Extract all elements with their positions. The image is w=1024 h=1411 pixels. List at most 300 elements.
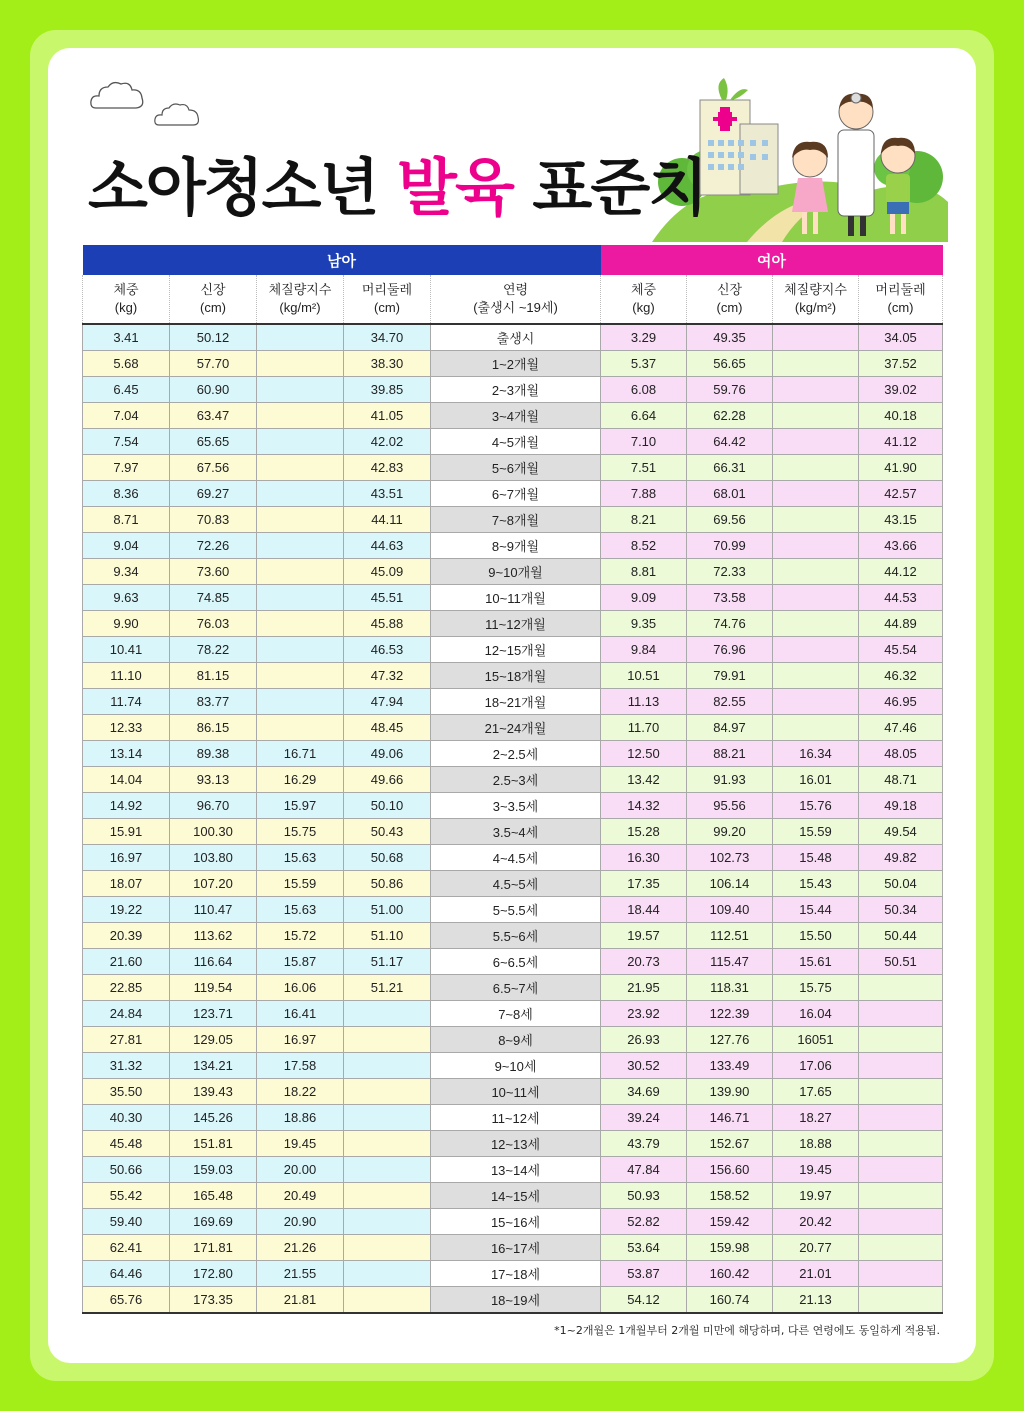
boy-head-cell: 47.32	[344, 663, 431, 689]
boy-head-cell	[344, 1053, 431, 1079]
girl-bmi-cell: 16051	[773, 1027, 859, 1053]
girl-height-cell: 62.28	[687, 403, 773, 429]
girl-weight-cell: 53.64	[601, 1235, 687, 1261]
boy-bmi-cell: 21.55	[257, 1261, 344, 1287]
boy-height-cell: 123.71	[170, 1001, 257, 1027]
girl-bmi-cell	[773, 689, 859, 715]
boy-bmi-cell	[257, 403, 344, 429]
table-row	[83, 559, 943, 585]
boy-height-cell: 73.60	[170, 559, 257, 585]
girl-height-cell: 159.98	[687, 1235, 773, 1261]
girl-height-cell: 64.42	[687, 429, 773, 455]
boy-head-cell	[344, 1287, 431, 1314]
table-row	[83, 481, 943, 507]
boy-weight-cell: 9.34	[83, 559, 170, 585]
boy-weight-cell: 13.14	[83, 741, 170, 767]
girl-weight-cell: 19.57	[601, 923, 687, 949]
boy-height-cell: 119.54	[170, 975, 257, 1001]
boy-height-cell: 78.22	[170, 637, 257, 663]
header-unit: (cm)	[887, 300, 914, 315]
boy-height-cell: 171.81	[170, 1235, 257, 1261]
girl-head-cell: 48.05	[859, 741, 943, 767]
title-suffix: 표준치	[512, 151, 707, 224]
boy-bmi-cell	[257, 324, 344, 351]
boy-weight-cell: 59.40	[83, 1209, 170, 1235]
boy-weight-cell: 7.97	[83, 455, 170, 481]
boy-height-cell: 86.15	[170, 715, 257, 741]
boy-bmi-cell: 15.87	[257, 949, 344, 975]
boy-height-cell: 83.77	[170, 689, 257, 715]
age-cell: 6~7개월	[431, 481, 601, 507]
girl-height-cell: 127.76	[687, 1027, 773, 1053]
boy-bmi-cell: 15.72	[257, 923, 344, 949]
girl-weight-cell: 7.10	[601, 429, 687, 455]
girl-weight-cell: 11.13	[601, 689, 687, 715]
girl-height-cell: 160.74	[687, 1287, 773, 1314]
boy-bmi-cell	[257, 507, 344, 533]
girl-group-header: 여아	[601, 245, 943, 275]
girl-head-cell: 50.04	[859, 871, 943, 897]
header-unit: (cm)	[200, 300, 226, 315]
boy-height-cell: 107.20	[170, 871, 257, 897]
boy-bmi-cell	[257, 455, 344, 481]
girl-height-cell: 139.90	[687, 1079, 773, 1105]
boy-height-cell: 76.03	[170, 611, 257, 637]
boy-bmi-cell: 16.41	[257, 1001, 344, 1027]
girl-weight-cell: 17.35	[601, 871, 687, 897]
boy-weight-cell: 6.45	[83, 377, 170, 403]
boy-head-cell: 51.21	[344, 975, 431, 1001]
boy-height-cell: 93.13	[170, 767, 257, 793]
header-unit: (kg/m²)	[279, 300, 321, 315]
table-row	[83, 637, 943, 663]
boy-head-cell: 42.83	[344, 455, 431, 481]
boy-weight-cell: 18.07	[83, 871, 170, 897]
boy-bmi-cell: 20.90	[257, 1209, 344, 1235]
girl-head-cell: 49.18	[859, 793, 943, 819]
boy-weight-cell: 9.04	[83, 533, 170, 559]
girl-bmi-cell	[773, 585, 859, 611]
col-header-boy-head	[344, 275, 431, 324]
table-row	[83, 507, 943, 533]
boy-weight-cell: 35.50	[83, 1079, 170, 1105]
col-header-age	[431, 275, 601, 324]
boy-height-cell: 65.65	[170, 429, 257, 455]
girl-weight-cell: 11.70	[601, 715, 687, 741]
boy-bmi-cell: 21.26	[257, 1235, 344, 1261]
table-row	[83, 793, 943, 819]
column-header-row	[83, 275, 943, 324]
boy-weight-cell: 11.10	[83, 663, 170, 689]
boy-bmi-cell: 18.22	[257, 1079, 344, 1105]
girl-height-cell: 76.96	[687, 637, 773, 663]
girl-weight-cell: 47.84	[601, 1157, 687, 1183]
age-cell: 8~9개월	[431, 533, 601, 559]
boy-weight-cell: 62.41	[83, 1235, 170, 1261]
boy-bmi-cell	[257, 559, 344, 585]
girl-head-cell: 34.05	[859, 324, 943, 351]
girl-head-cell	[859, 1079, 943, 1105]
girl-bmi-cell	[773, 351, 859, 377]
boy-bmi-cell	[257, 689, 344, 715]
boy-bmi-cell: 21.81	[257, 1287, 344, 1314]
boy-head-cell: 42.02	[344, 429, 431, 455]
age-cell: 16~17세	[431, 1235, 601, 1261]
girl-head-cell	[859, 1235, 943, 1261]
girl-height-cell: 73.58	[687, 585, 773, 611]
age-cell: 1~2개월	[431, 351, 601, 377]
table-row	[83, 403, 943, 429]
girl-height-cell: 160.42	[687, 1261, 773, 1287]
girl-weight-cell: 23.92	[601, 1001, 687, 1027]
boy-head-cell: 50.86	[344, 871, 431, 897]
girl-weight-cell: 54.12	[601, 1287, 687, 1314]
girl-weight-cell: 6.08	[601, 377, 687, 403]
cloud-illustration	[153, 100, 201, 130]
boy-bmi-cell	[257, 637, 344, 663]
girl-bmi-cell: 15.50	[773, 923, 859, 949]
girl-height-cell: 68.01	[687, 481, 773, 507]
girl-bmi-cell: 20.77	[773, 1235, 859, 1261]
boy-head-cell	[344, 1183, 431, 1209]
age-cell: 7~8세	[431, 1001, 601, 1027]
boy-height-cell: 60.90	[170, 377, 257, 403]
girl-head-cell: 50.34	[859, 897, 943, 923]
col-header-girl-weight	[601, 275, 687, 324]
boy-bmi-cell	[257, 585, 344, 611]
boy-height-cell: 173.35	[170, 1287, 257, 1314]
table-row	[83, 1053, 943, 1079]
girl-head-cell	[859, 1027, 943, 1053]
boy-height-cell: 96.70	[170, 793, 257, 819]
age-cell: 8~9세	[431, 1027, 601, 1053]
table-row	[83, 689, 943, 715]
boy-head-cell	[344, 1209, 431, 1235]
boy-height-cell: 172.80	[170, 1261, 257, 1287]
table-row	[83, 1079, 943, 1105]
header-label: 체중	[113, 282, 139, 297]
header-unit: (cm)	[374, 300, 400, 315]
girl-head-cell	[859, 1105, 943, 1131]
girl-bmi-cell: 18.27	[773, 1105, 859, 1131]
boy-weight-cell: 8.71	[83, 507, 170, 533]
age-cell: 12~15개월	[431, 637, 601, 663]
girl-bmi-cell	[773, 481, 859, 507]
boy-weight-cell: 7.54	[83, 429, 170, 455]
girl-bmi-cell: 15.76	[773, 793, 859, 819]
header-label: 체질량지수	[784, 282, 847, 297]
girl-height-cell: 102.73	[687, 845, 773, 871]
table-row	[83, 663, 943, 689]
table-row	[83, 429, 943, 455]
girl-weight-cell: 30.52	[601, 1053, 687, 1079]
boy-weight-cell: 9.90	[83, 611, 170, 637]
girl-height-cell: 133.49	[687, 1053, 773, 1079]
girl-weight-cell: 26.93	[601, 1027, 687, 1053]
table-row	[83, 1209, 943, 1235]
girl-head-cell: 46.95	[859, 689, 943, 715]
boy-head-cell: 46.53	[344, 637, 431, 663]
girl-weight-cell: 14.32	[601, 793, 687, 819]
girl-bmi-cell	[773, 663, 859, 689]
boy-weight-cell: 5.68	[83, 351, 170, 377]
boy-bmi-cell	[257, 533, 344, 559]
boy-height-cell: 103.80	[170, 845, 257, 871]
boy-height-cell: 116.64	[170, 949, 257, 975]
girl-height-cell: 118.31	[687, 975, 773, 1001]
boy-weight-cell: 14.04	[83, 767, 170, 793]
girl-bmi-cell	[773, 715, 859, 741]
girl-bmi-cell	[773, 377, 859, 403]
boy-height-cell: 169.69	[170, 1209, 257, 1235]
girl-bmi-cell: 15.43	[773, 871, 859, 897]
girl-head-cell	[859, 1053, 943, 1079]
girl-height-cell: 95.56	[687, 793, 773, 819]
age-cell: 18~21개월	[431, 689, 601, 715]
age-cell: 11~12세	[431, 1105, 601, 1131]
boy-weight-cell: 3.41	[83, 324, 170, 351]
boy-height-cell: 113.62	[170, 923, 257, 949]
table-row	[83, 351, 943, 377]
age-cell: 10~11개월	[431, 585, 601, 611]
girl-bmi-cell	[773, 403, 859, 429]
age-cell: 4~5개월	[431, 429, 601, 455]
girl-height-cell: 159.42	[687, 1209, 773, 1235]
age-cell: 18~19세	[431, 1287, 601, 1314]
table-body	[83, 324, 943, 1313]
girl-height-cell: 82.55	[687, 689, 773, 715]
title-prefix: 소아청소년	[88, 151, 398, 224]
header-label: 신장	[200, 282, 226, 297]
boy-weight-cell: 21.60	[83, 949, 170, 975]
header-label: 체중	[630, 282, 657, 297]
girl-weight-cell: 3.29	[601, 324, 687, 351]
table-row	[83, 1235, 943, 1261]
boy-bmi-cell: 16.97	[257, 1027, 344, 1053]
girl-height-cell: 88.21	[687, 741, 773, 767]
table-row	[83, 377, 943, 403]
girl-head-cell: 44.89	[859, 611, 943, 637]
boy-weight-cell: 24.84	[83, 1001, 170, 1027]
boy-height-cell: 69.27	[170, 481, 257, 507]
boy-bmi-cell: 17.58	[257, 1053, 344, 1079]
boy-head-cell	[344, 1131, 431, 1157]
table-row	[83, 1027, 943, 1053]
girl-bmi-cell: 19.97	[773, 1183, 859, 1209]
growth-standards-table	[82, 245, 943, 1314]
table-row	[83, 767, 943, 793]
col-header-girl-height	[687, 275, 773, 324]
boy-head-cell	[344, 1261, 431, 1287]
table-row	[83, 1261, 943, 1287]
age-cell: 17~18세	[431, 1261, 601, 1287]
girl-weight-cell: 8.21	[601, 507, 687, 533]
header-unit: (kg)	[632, 300, 655, 315]
girl-bmi-cell: 17.06	[773, 1053, 859, 1079]
boy-head-cell: 44.63	[344, 533, 431, 559]
age-cell: 3~4개월	[431, 403, 601, 429]
age-cell: 4.5~5세	[431, 871, 601, 897]
boy-weight-cell: 7.04	[83, 403, 170, 429]
girl-weight-cell: 6.64	[601, 403, 687, 429]
girl-height-cell: 91.93	[687, 767, 773, 793]
boy-weight-cell: 45.48	[83, 1131, 170, 1157]
boy-weight-cell: 16.97	[83, 845, 170, 871]
boy-weight-cell: 9.63	[83, 585, 170, 611]
girl-bmi-cell	[773, 429, 859, 455]
table-row	[83, 845, 943, 871]
col-header-boy-height	[170, 275, 257, 324]
girl-head-cell	[859, 1001, 943, 1027]
table-row	[83, 741, 943, 767]
boy-weight-cell: 19.22	[83, 897, 170, 923]
girl-weight-cell: 52.82	[601, 1209, 687, 1235]
boy-weight-cell: 11.74	[83, 689, 170, 715]
boy-height-cell: 139.43	[170, 1079, 257, 1105]
boy-weight-cell: 64.46	[83, 1261, 170, 1287]
girl-bmi-cell: 18.88	[773, 1131, 859, 1157]
girl-bmi-cell: 15.44	[773, 897, 859, 923]
table-row	[83, 715, 943, 741]
girl-head-cell	[859, 1157, 943, 1183]
age-cell: 6.5~7세	[431, 975, 601, 1001]
boy-head-cell: 50.68	[344, 845, 431, 871]
boy-height-cell: 129.05	[170, 1027, 257, 1053]
boy-bmi-cell	[257, 429, 344, 455]
table-row	[83, 455, 943, 481]
boy-height-cell: 57.70	[170, 351, 257, 377]
girl-weight-cell: 8.52	[601, 533, 687, 559]
boy-bmi-cell: 15.59	[257, 871, 344, 897]
girl-height-cell: 69.56	[687, 507, 773, 533]
girl-height-cell: 115.47	[687, 949, 773, 975]
age-cell: 2~3개월	[431, 377, 601, 403]
table-row	[83, 897, 943, 923]
age-cell: 6~6.5세	[431, 949, 601, 975]
boy-weight-cell: 27.81	[83, 1027, 170, 1053]
girl-bmi-cell	[773, 637, 859, 663]
boy-weight-cell: 14.92	[83, 793, 170, 819]
girl-weight-cell: 39.24	[601, 1105, 687, 1131]
girl-height-cell: 84.97	[687, 715, 773, 741]
boy-head-cell: 39.85	[344, 377, 431, 403]
boy-height-cell: 110.47	[170, 897, 257, 923]
boy-bmi-cell	[257, 611, 344, 637]
girl-weight-cell: 50.93	[601, 1183, 687, 1209]
boy-height-cell: 100.30	[170, 819, 257, 845]
boy-bmi-cell: 16.29	[257, 767, 344, 793]
boy-head-cell: 44.11	[344, 507, 431, 533]
boy-height-cell: 63.47	[170, 403, 257, 429]
girl-weight-cell: 18.44	[601, 897, 687, 923]
age-cell: 15~16세	[431, 1209, 601, 1235]
age-cell: 11~12개월	[431, 611, 601, 637]
girl-height-cell: 112.51	[687, 923, 773, 949]
boy-head-cell: 51.17	[344, 949, 431, 975]
boy-head-cell: 38.30	[344, 351, 431, 377]
girl-height-cell: 70.99	[687, 533, 773, 559]
girl-height-cell: 74.76	[687, 611, 773, 637]
boy-weight-cell: 31.32	[83, 1053, 170, 1079]
girl-bmi-cell	[773, 507, 859, 533]
boy-bmi-cell: 16.06	[257, 975, 344, 1001]
girl-height-cell: 152.67	[687, 1131, 773, 1157]
header-unit: (kg/m²)	[794, 300, 837, 315]
girl-weight-cell: 12.50	[601, 741, 687, 767]
boy-bmi-cell	[257, 715, 344, 741]
header-unit: (kg)	[114, 300, 138, 315]
girl-weight-cell: 9.35	[601, 611, 687, 637]
table-row	[83, 871, 943, 897]
girl-head-cell: 49.82	[859, 845, 943, 871]
boy-bmi-cell: 16.71	[257, 741, 344, 767]
boy-bmi-cell	[257, 351, 344, 377]
header-label: 머리둘레	[875, 282, 926, 297]
boy-bmi-cell: 15.75	[257, 819, 344, 845]
col-header-boy-bmi	[257, 275, 344, 324]
girl-height-cell: 122.39	[687, 1001, 773, 1027]
girl-head-cell: 37.52	[859, 351, 943, 377]
age-cell: 5~5.5세	[431, 897, 601, 923]
age-cell: 14~15세	[431, 1183, 601, 1209]
table-row	[83, 533, 943, 559]
girl-bmi-cell: 16.34	[773, 741, 859, 767]
boy-height-cell: 50.12	[170, 324, 257, 351]
girl-height-cell: 59.76	[687, 377, 773, 403]
boy-height-cell: 70.83	[170, 507, 257, 533]
boy-weight-cell: 50.66	[83, 1157, 170, 1183]
boy-head-cell: 48.45	[344, 715, 431, 741]
boy-bmi-cell: 15.97	[257, 793, 344, 819]
col-header-boy-weight	[83, 275, 170, 324]
girl-weight-cell: 20.73	[601, 949, 687, 975]
girl-bmi-cell: 16.01	[773, 767, 859, 793]
age-cell: 12~13세	[431, 1131, 601, 1157]
boy-bmi-cell	[257, 481, 344, 507]
boy-head-cell	[344, 1235, 431, 1261]
table-row	[83, 1131, 943, 1157]
girl-head-cell: 42.57	[859, 481, 943, 507]
boy-head-cell: 43.51	[344, 481, 431, 507]
girl-weight-cell: 9.09	[601, 585, 687, 611]
header-unit: (출생시 ~19세)	[473, 300, 558, 315]
girl-bmi-cell: 21.01	[773, 1261, 859, 1287]
boy-head-cell	[344, 1105, 431, 1131]
boy-head-cell: 45.88	[344, 611, 431, 637]
boy-bmi-cell: 15.63	[257, 845, 344, 871]
girl-bmi-cell	[773, 611, 859, 637]
boy-head-cell	[344, 1157, 431, 1183]
boy-head-cell	[344, 1001, 431, 1027]
boy-height-cell: 81.15	[170, 663, 257, 689]
girl-head-cell: 50.44	[859, 923, 943, 949]
age-cell: 2~2.5세	[431, 741, 601, 767]
boy-weight-cell: 20.39	[83, 923, 170, 949]
girl-head-cell	[859, 1209, 943, 1235]
girl-head-cell	[859, 1131, 943, 1157]
table-row	[83, 1001, 943, 1027]
girl-head-cell	[859, 1183, 943, 1209]
girl-height-cell: 99.20	[687, 819, 773, 845]
girl-head-cell: 46.32	[859, 663, 943, 689]
boy-head-cell: 49.66	[344, 767, 431, 793]
age-cell: 출생시	[431, 324, 601, 351]
girl-head-cell: 47.46	[859, 715, 943, 741]
cloud-illustration	[88, 78, 146, 114]
boy-group-header: 남아	[83, 245, 601, 275]
age-cell: 3~3.5세	[431, 793, 601, 819]
girl-bmi-cell: 21.13	[773, 1287, 859, 1314]
